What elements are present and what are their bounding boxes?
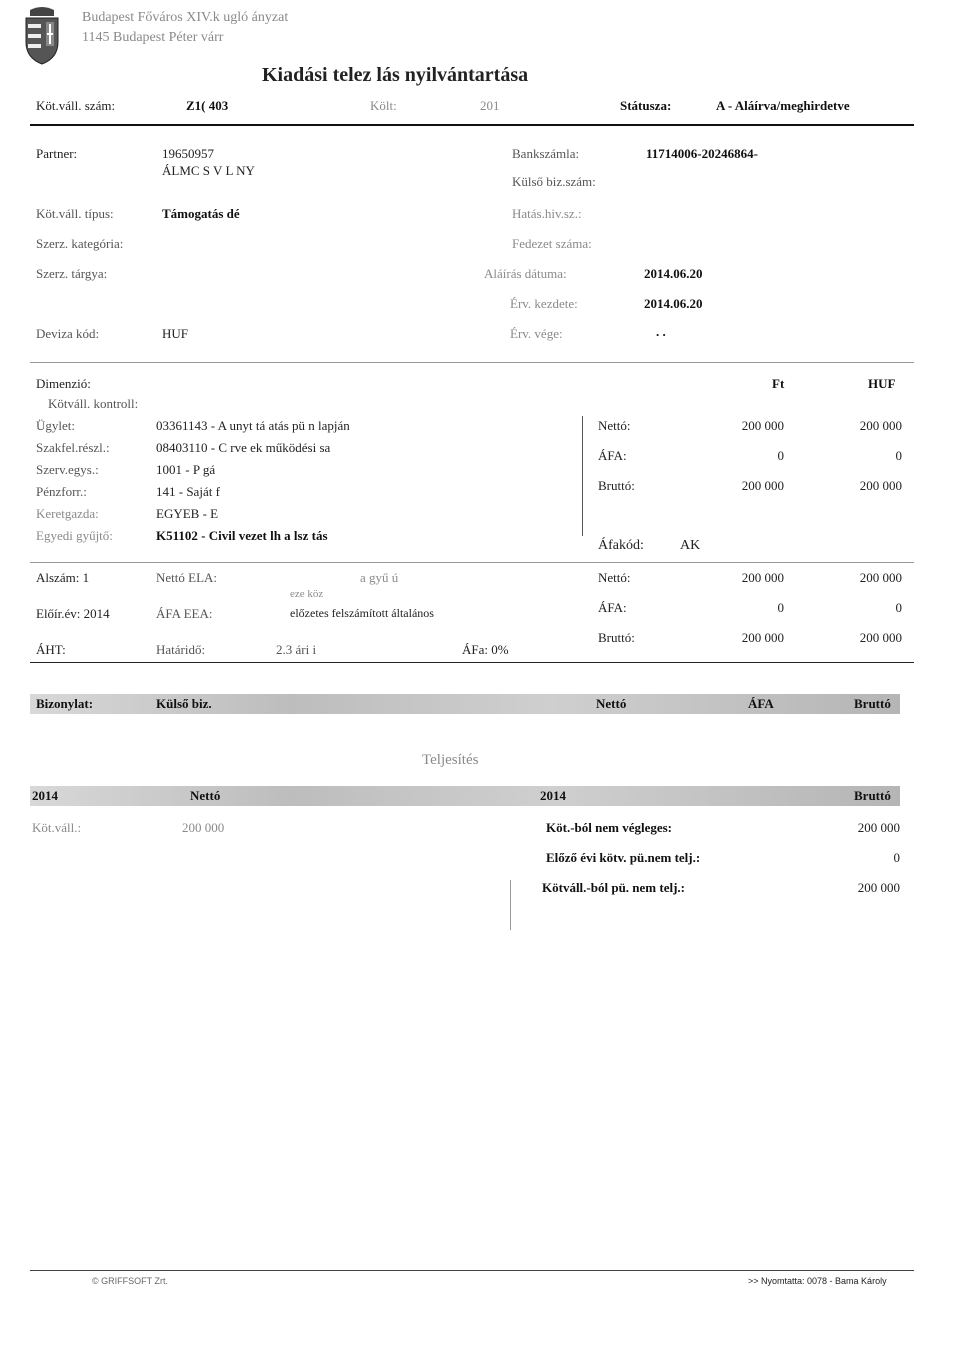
band1-bizonylat: Bizonylat: xyxy=(36,696,94,711)
band1-netto: Nettó xyxy=(596,696,627,711)
dim-afa-label: ÁFA: xyxy=(598,448,627,463)
alsz-afa-huf: 0 xyxy=(895,600,902,615)
dim-brutto-huf: 200 000 xyxy=(859,478,902,493)
aht-label: ÁHT: xyxy=(36,642,66,657)
alsz-brutto-ft: 200 000 xyxy=(741,630,784,645)
dim-netto-ft: 200 000 xyxy=(741,418,784,433)
dim-value-szakfel: 08403110 - C rve ek működési sa xyxy=(156,440,331,455)
dim-label-szerv: Szerv.egys.: xyxy=(36,462,99,477)
tipus-label: Köt.váll. típus: xyxy=(36,206,114,221)
dimension-vertical-divider xyxy=(582,416,583,536)
dim-afa-ft: 0 xyxy=(777,448,784,463)
alsz-netto-ft: 200 000 xyxy=(741,570,784,585)
summary-nem-telj-label: Kötváll.-ból pü. nem telj.: xyxy=(542,880,685,895)
page-title: Kiadási telez lás nyilvántartása xyxy=(262,64,529,86)
dim-label-keretgazda: Keretgazda: xyxy=(36,506,99,521)
netto-ela-label: Nettó ELA: xyxy=(156,570,218,585)
hatarido-label: Határidő: xyxy=(156,642,206,657)
deviza-label: Deviza kód: xyxy=(36,326,100,341)
alsz-brutto-huf: 200 000 xyxy=(859,630,902,645)
kulso-biz-label: Külső biz.szám: xyxy=(512,174,596,189)
partner-name: ÁLMC S V L NY xyxy=(162,163,255,178)
alairas-value: 2014.06.20 xyxy=(644,266,703,281)
partner-id: 19650957 xyxy=(162,146,214,161)
teljesites-header-band xyxy=(30,786,900,806)
partner-label: Partner: xyxy=(36,146,78,161)
netto-ela-text: a gyű ú xyxy=(360,570,399,585)
footer-printed-by: >> Nyomtatta: 0078 - Bama Károly xyxy=(748,1276,887,1286)
summary-nem-vegleges-value: 200 000 xyxy=(857,820,900,835)
kezdete-label: Érv. kezdete: xyxy=(510,296,578,311)
dim-value-szerv: 1001 - P gá xyxy=(156,462,216,477)
band1-kulso: Külső biz. xyxy=(156,696,212,711)
dim-netto-huf: 200 000 xyxy=(859,418,902,433)
dim-brutto-ft: 200 000 xyxy=(741,478,784,493)
bank-value: 11714006-20246864- xyxy=(646,146,758,161)
vege-label: Érv. vége: xyxy=(510,326,563,341)
col-huf-header: HUF xyxy=(868,376,896,391)
bizonylat-header-band xyxy=(30,694,900,714)
band2-netto: Nettó xyxy=(190,788,221,803)
hatarido-text: 2.3 ári i xyxy=(276,642,317,657)
kolt-value: 201 xyxy=(480,98,500,113)
netto-ela-sub: eze köz xyxy=(290,588,324,600)
band2-year2: 2014 xyxy=(540,788,566,803)
afakod-label: Áfakód: xyxy=(598,538,644,553)
band1-brutto: Bruttó xyxy=(854,696,891,711)
alsz-netto-label: Nettó: xyxy=(598,570,631,585)
summary-nem-telj-value: 200 000 xyxy=(857,880,900,895)
teljesites-title: Teljesítés xyxy=(422,752,479,768)
eloir-ev-label: Előír.év: 2014 xyxy=(36,606,110,621)
deviza-value: HUF xyxy=(162,326,189,341)
dimension-divider xyxy=(30,562,914,563)
header-divider xyxy=(30,124,914,126)
dimension-title: Dimenzió: xyxy=(36,376,91,391)
col-ft-header: Ft xyxy=(772,376,785,391)
dim-value-keretgazda: EGYEB - E xyxy=(156,506,219,521)
tipus-value: Támogatás dé xyxy=(162,206,240,221)
footer-company: © GRIFFSOFT Zrt. xyxy=(92,1276,168,1286)
status-value: A - Aláírva/meghirdetve xyxy=(716,98,850,113)
dim-brutto-label: Bruttó: xyxy=(598,478,635,493)
org-name: Budapest Főváros XIV.k ugló ányzat xyxy=(82,10,289,25)
summary-vertical-mark xyxy=(510,880,511,930)
dim-netto-label: Nettó: xyxy=(598,418,631,433)
org-address: 1145 Budapest Péter várr xyxy=(82,30,224,45)
afa-ela-text: előzetes felszámított általános xyxy=(290,606,434,620)
summary-elozo-value: 0 xyxy=(893,850,900,865)
band2-year: 2014 xyxy=(32,788,58,803)
dim-label-egyedi: Egyedi gyűjtő: xyxy=(36,528,113,543)
band1-afa: ÁFA xyxy=(748,696,774,711)
bank-label: Bankszámla: xyxy=(512,146,580,161)
dim-value-penzforr: 141 - Saját f xyxy=(156,484,220,499)
alsz-brutto-label: Bruttó: xyxy=(598,630,635,645)
alsz-netto-huf: 200 000 xyxy=(859,570,902,585)
summary-elozo-label: Előző évi kötv. pü.nem telj.: xyxy=(546,850,701,865)
kolt-label: Költ: xyxy=(370,98,397,113)
targy-label: Szerz. tárgya: xyxy=(36,266,108,281)
band2-brutto: Bruttó xyxy=(854,788,891,803)
dim-value-ugylet: 03361143 - A unyt tá atás pü n lapján xyxy=(156,418,350,433)
alairas-label: Aláírás dátuma: xyxy=(484,266,567,281)
alsz-afa-ft: 0 xyxy=(777,600,784,615)
alszam-label: Alszám: 1 xyxy=(36,570,90,585)
summary-kot-value: 200 000 xyxy=(182,820,225,835)
hatarozat-label: Hatás.hiv.sz.: xyxy=(512,206,582,221)
footer-divider xyxy=(30,1270,914,1271)
afakod-value: AK xyxy=(680,538,701,553)
summary-kot-label: Köt.váll.: xyxy=(32,820,82,835)
dim-label-szakfel: Szakfel.részl.: xyxy=(36,440,110,455)
vege-value: . . xyxy=(656,324,666,339)
dim-label-ugylet: Ügylet: xyxy=(36,418,75,433)
dim-label-penzforr: Pénzforr.: xyxy=(36,484,87,499)
afa-percent: ÁFa: 0% xyxy=(462,642,509,657)
kezdete-value: 2014.06.20 xyxy=(644,296,703,311)
summary-nem-vegleges-label: Köt.-ból nem végleges: xyxy=(546,820,673,835)
partner-divider xyxy=(30,362,914,363)
kot-vall-szam-value: Z1( 403 xyxy=(186,98,229,113)
coat-of-arms-icon xyxy=(20,6,64,66)
dim-afa-huf: 0 xyxy=(895,448,902,463)
alsz-afa-label: ÁFA: xyxy=(598,600,627,615)
kot-vall-szam-label: Köt.váll. szám: xyxy=(36,98,116,113)
fedezet-label: Fedezet száma: xyxy=(512,236,592,251)
status-label: Státusza: xyxy=(620,98,672,113)
kategoria-label: Szerz. kategória: xyxy=(36,236,124,251)
afa-ela-label: ÁFA EEA: xyxy=(156,606,213,621)
dim-value-egyedi: K51102 - Civil vezet lh a lsz tás xyxy=(156,528,328,543)
alszamla-divider xyxy=(30,662,914,663)
dim-label-kontroll: Kötváll. kontroll: xyxy=(48,396,139,411)
